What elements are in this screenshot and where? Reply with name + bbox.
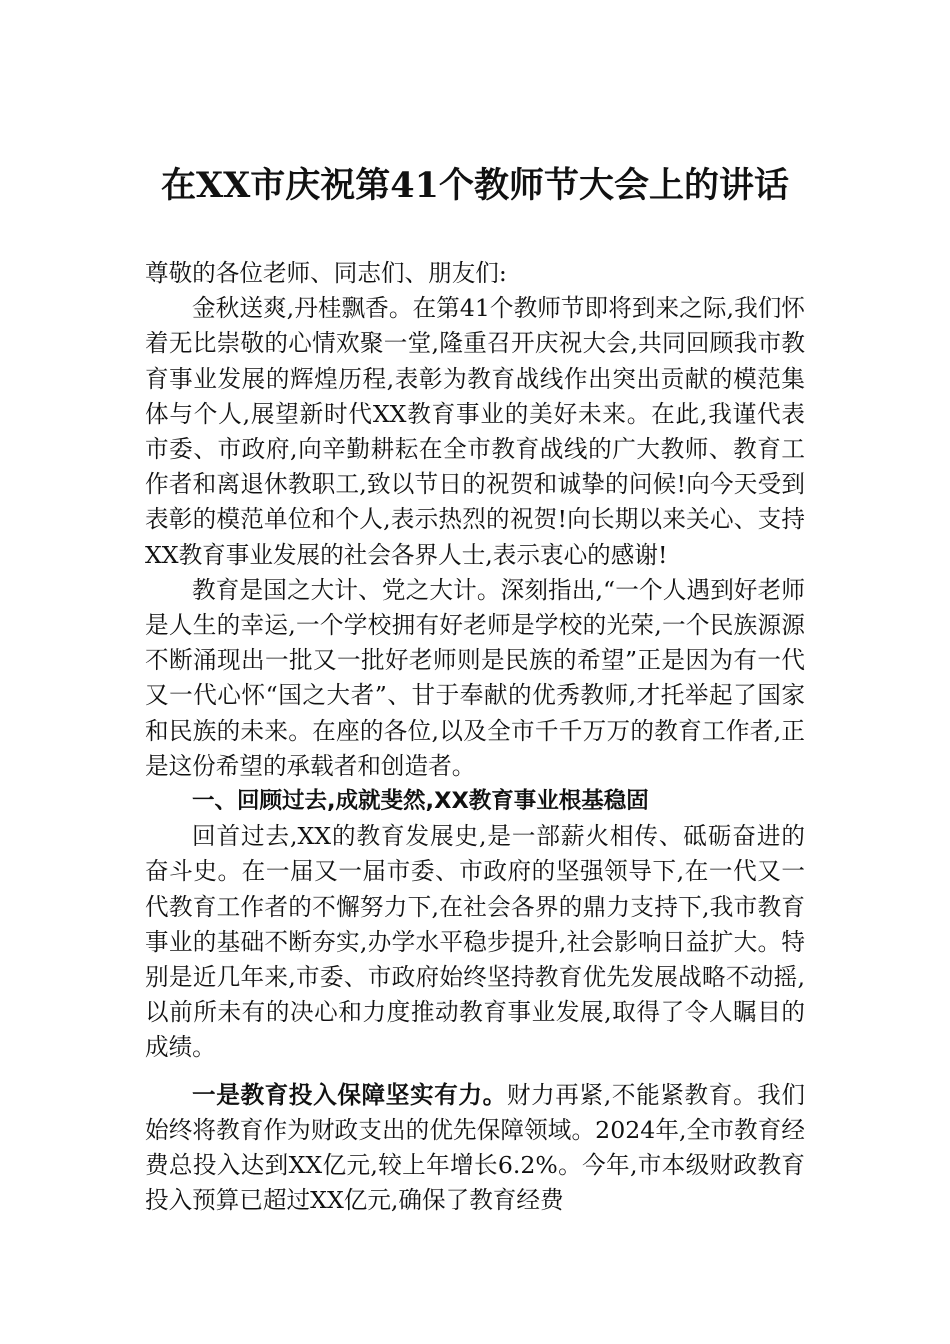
- document-body: [145, 256, 805, 1218]
- section-heading: 一、回顾过去,成就斐然,XX教育事业根基稳固: [192, 788, 649, 815]
- page-title: 在XX市庆祝第41个教师节大会上的讲话: [160, 165, 790, 206]
- greeting: 尊敬的各位老师、同志们、朋友们:: [145, 259, 507, 287]
- paragraph-opening: 金秋送爽,丹桂飘香。在第41个教师节即将到来之际,我们怀着无比崇敬的心情欢聚一堂,隆重召开庆祝大会,共同回顾我市教育事业发展的辉煌历程,表彰为教育战线作出突出贡献的模范集体与个人,展望新时代XX教育事业的美好未来。在此,我谨代表市委、市政府,向辛勤耕耘在全市教育战线的广大教师、教育工作者和离退休教职工,致以节日的祝贺和诚挚的问候!向今天受到表彰的模范单位和个人,表示热烈的祝贺!向长期以来关心、支持XX教育事业发展的社会各界人士,表示衷心的感谢!: [145, 294, 805, 569]
- paragraph-gap: [145, 1066, 805, 1078]
- paragraph-education-importance: 教育是国之大计、党之大计。深刻指出,“一个人遇到好老师是人生的幸运,一个学校拥有好老师是学校的光荣,一个民族源源不断涌现出一批又一批好老师则是民族的希望”正是因为有一代又一代心怀“国之大者”、甘于奉献的优秀教师,才托举起了国家和民族的未来。在座的各位,以及全市千千万万的教育工作者,正是这份希望的承载者和创造者。: [145, 575, 805, 780]
- paragraph-point-one: [145, 1078, 805, 1219]
- point-one-text: 财力再紧,不能紧教育。我们始终将教育作为财政支出的优先保障领域。2024年,全市教育经费总投入达到XX亿元,较上年增长6.2%。今年,市本级财政教育投入预算已超过XX亿元,确保了教育经费: [145, 1080, 805, 1215]
- point-one-lead: 一是教育投入保障坚实有力。: [192, 1080, 507, 1109]
- paragraph-review: 回首过去,XX的教育发展史,是一部薪火相传、砥砺奋进的奋斗史。在一届又一届市委、市政府的坚强领导下,在一代又一代教育工作者的不懈努力下,在社会各界的鼎力支持下,我市教育事业的基础不断夯实,办学水平稳步提升,社会影响日益扩大。特别是近几年来,市委、市政府始终坚持教育优先发展战略不动摇,以前所未有的决心和力度推动教育事业发展,取得了令人瞩目的成绩。: [145, 822, 805, 1062]
